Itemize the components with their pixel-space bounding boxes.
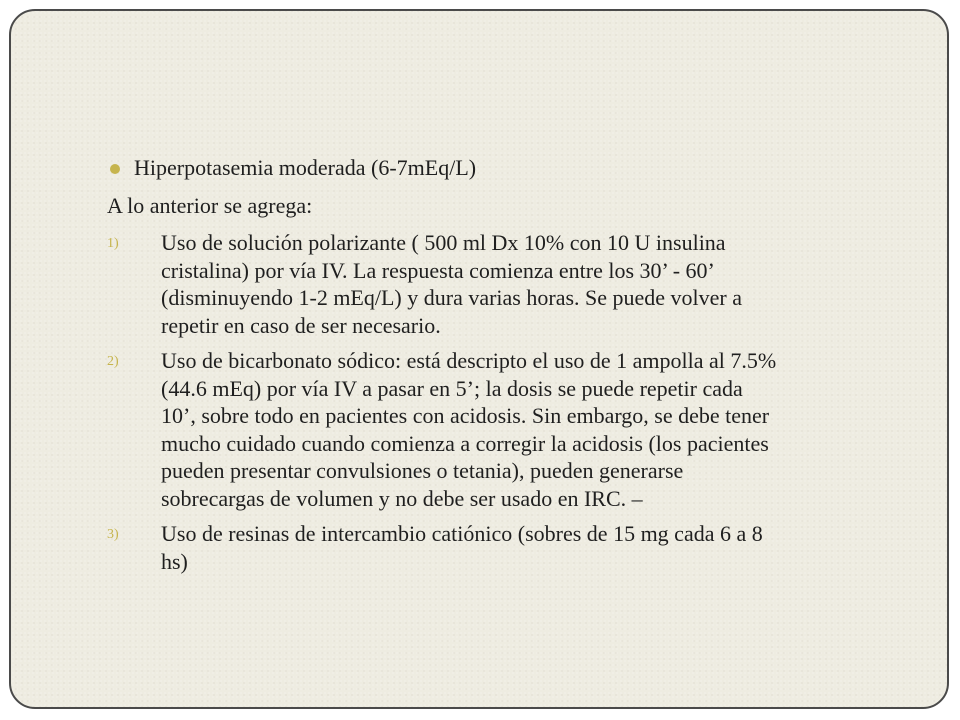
item-line: sobrecargas de volumen y no debe ser usado en IRC. – (161, 485, 643, 511)
item-line: mucho cuidado cuando comienza a corregir la acidosis (los pacientes (161, 430, 769, 456)
item-line: pueden presentar convulsiones o tetania), pueden generarse (161, 458, 684, 483)
item-line: repetir en caso de ser necesario. (161, 312, 441, 338)
item-line: Uso de solución polarizante ( 500 ml Dx 10% con 10 U insulina (161, 230, 726, 255)
item-text (161, 229, 897, 339)
slide-body (107, 154, 897, 583)
item-text (161, 520, 897, 575)
intro-text: A lo anterior se agrega: (107, 192, 313, 218)
item-number: 1) (107, 236, 119, 251)
slide (9, 9, 949, 709)
numbered-item-2 (107, 347, 897, 512)
item-text (161, 347, 897, 512)
numbered-item-1 (107, 229, 897, 339)
item-line: Uso de bicarbonato sódico: está descripto el uso de 1 ampolla al 7.5% (161, 348, 777, 373)
bullet-dot-icon (110, 164, 120, 174)
numbered-item-3 (107, 520, 897, 575)
item-line: cristalina) por vía IV. La respuesta comienza entre los 30’ - 60’ (161, 257, 715, 283)
bullet-item (107, 154, 897, 182)
item-number: 2) (107, 354, 119, 369)
item-number: 3) (107, 527, 119, 542)
bullet-text: Hiperpotasemia moderada (6-7mEq/L) (134, 155, 477, 180)
item-line: (disminuyendo 1-2 mEq/L) y dura varias horas. Se puede volver a (161, 285, 743, 310)
item-line: (44.6 mEq) por vía IV a pasar en 5’; la dosis se puede repetir cada (161, 375, 743, 401)
item-line: hs) (161, 548, 188, 574)
item-line: Uso de resinas de intercambio catiónico (sobres de 15 mg cada 6 a 8 (161, 521, 763, 546)
item-line: 10’, sobre todo en pacientes con acidosis. Sin embargo, se debe tener (161, 403, 770, 428)
